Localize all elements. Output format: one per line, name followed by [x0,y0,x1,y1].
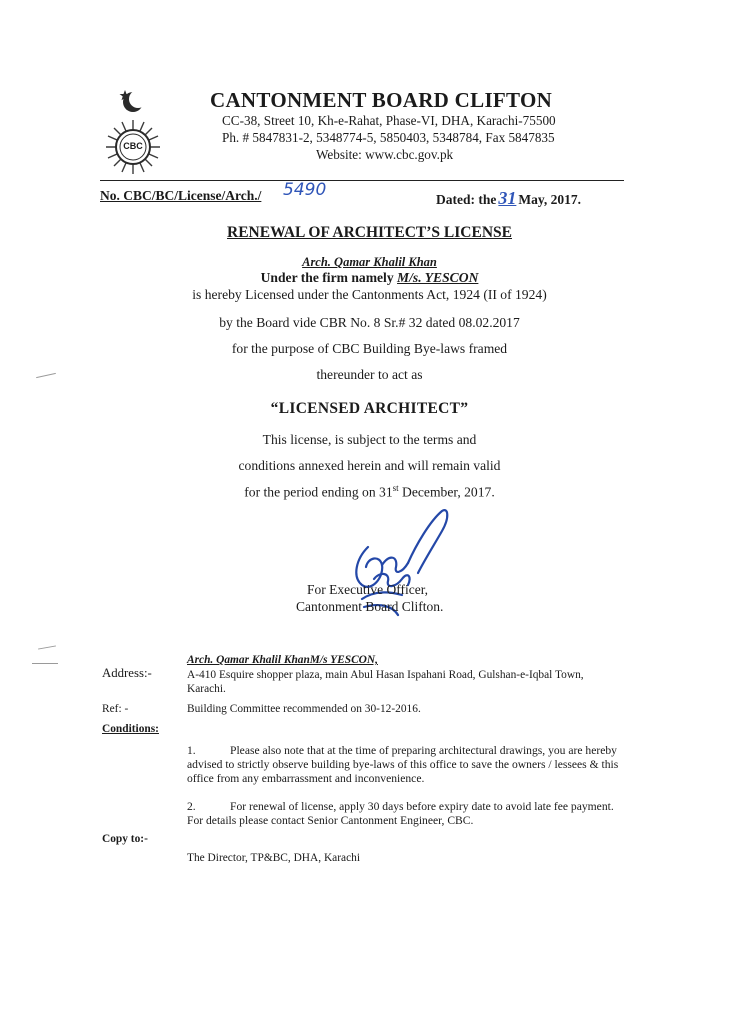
condition-2-number: 2. [187,800,196,813]
scan-margin-mark [38,645,56,649]
terms-line-2: conditions annexed herein and will remain valid [238,458,501,473]
period-suffix: December, 2017. [398,484,495,500]
body-line-2: by the Board vide CBR No. 8 Sr.# 32 dated 08.02.2017 [219,315,520,330]
document-title: RENEWAL OF ARCHITECT’S LICENSE [227,224,512,241]
reference-number-label: No. CBC/BC/License/Arch./ [100,188,262,203]
logo-text: CBC [123,141,143,151]
cbc-logo [93,86,173,182]
firm-name: M/s. YESCON [397,270,479,285]
dated-prefix: Dated: the [436,192,497,207]
address-label: Address:- [102,666,152,680]
address-line-1: A-410 Esquire shopper plaza, main Abul Hasan Ispahani Road, Gulshan-e-Iqbal Town, [187,669,584,681]
period-prefix: for the period ending on 31 [244,484,393,500]
terms-line-1: This license, is subject to the terms and [262,432,477,447]
condition-1-line-2: advised to strictly observe building bye-laws of this office to save the owners / lessees & this [187,758,619,771]
condition-2-line-1: For renewal of license, apply 30 days before expiry date to avoid late fee payment. [230,800,614,813]
firm-prefix: Under the firm namely [260,270,398,285]
dated-day-handwritten: 31 [498,188,517,208]
condition-1-number: 1. [187,744,196,757]
reference-number-handwritten: 5490 [283,180,327,200]
dated-suffix: May, 2017. [518,192,581,207]
condition-1-line-1: Please also note that at the time of preparing architectural drawings, you are hereby [230,744,617,757]
address-line-2: Karachi. [187,683,226,695]
conditions-label: Conditions: [102,723,159,735]
scan-margin-mark [32,663,58,664]
licensed-architect-heading: “LICENSED ARCHITECT” [270,400,469,417]
ref-text: Building Committee recommended on 30-12-2016. [187,703,421,715]
address-name-line: Arch. Qamar Khalil KhanM/s YESCON, [187,654,378,666]
signature-board: Cantonment Board Clifton. [296,599,444,614]
organization-name: CANTONMENT BOARD CLIFTON [210,88,553,112]
organization-address: CC-38, Street 10, Kh-e-Rahat, Phase-VI, DHA, Karachi-75500 [222,113,556,128]
validity-period [0,483,739,501]
date-line [436,188,581,209]
body-line-4: thereunder to act as [316,367,423,382]
body-line-3: for the purpose of CBC Building Bye-laws framed [231,341,508,356]
signature-for-executive-officer: For Executive Officer, [307,582,429,597]
header-divider [100,180,624,181]
copy-to-label: Copy to:- [102,833,148,845]
organization-website: Website: www.cbc.gov.pk [316,147,454,162]
ref-label: Ref: - [102,703,129,715]
organization-phones: Ph. # 5847831-2, 5348774-5, 5850403, 5348784, Fax 5847835 [222,130,555,145]
copy-to-recipient: The Director, TP&BC, DHA, Karachi [187,852,361,864]
body-line-1: is hereby Licensed under the Cantonments Act, 1924 (II of 1924) [192,287,547,302]
period-superscript: st [392,483,399,493]
condition-1-line-3: office from any embarrassment and inconvenience. [187,772,425,785]
condition-2-line-2: For details please contact Senior Cantonment Engineer, CBC. [187,814,474,827]
licensee-name: Arch. Qamar Khalil Khan [302,255,437,269]
firm-line [0,270,739,286]
